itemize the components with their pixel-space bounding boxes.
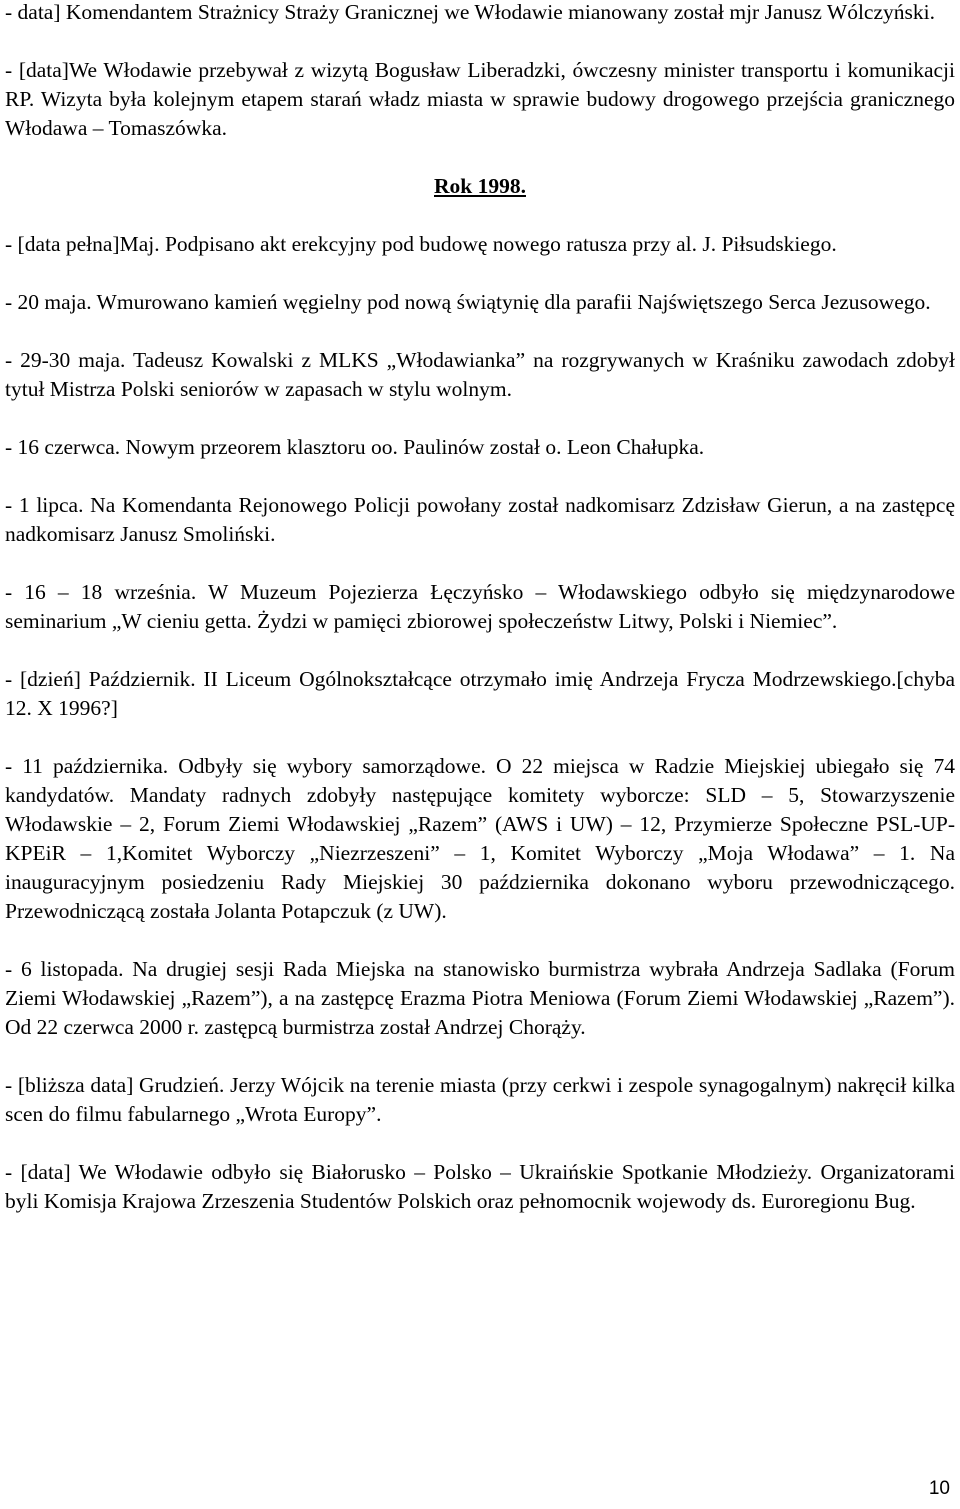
entry-seminar: - 16 – 18 września. W Muzeum Pojezierza Łęczyńsko – Włodawskiego odbyło się międzynarodowe seminarium „W cieniu getta. Żydzi w pamięci zbiorowej społeczeństw Litwy, Polski i Niemiec”. (5, 580, 955, 633)
entry-minister-visit: - [data]We Włodawie przebywał z wizytą Bogusław Liberadzki, ówczesny minister transportu i komunikacji RP. Wizyta była kolejnym etapem starań władz miasta w sprawie budowy drogowego przejścia granicznego Włodawa – Tomaszówka. (5, 58, 955, 140)
document-page (5, 0, 955, 1245)
entry-prior: - 16 czerwca. Nowym przeorem klasztoru oo. Paulinów został o. Leon Chałupka. (5, 435, 705, 459)
entry-border-guard-commander: - data] Komendantem Strażnicy Straży Granicznej we Włodawie mianowany został mjr Janusz Wólczyński. (5, 0, 935, 24)
entry-film: - [bliższa data] Grudzień. Jerzy Wójcik na terenie miasta (przy cerkwi i zespole synagogalnym) nakręcił kilka scen do filmu fabularnego „Wrota Europy”. (5, 1073, 955, 1126)
entry-wrestling: - 29-30 maja. Tadeusz Kowalski z MLKS „Włodawianka” na rozgrywanych w Kraśniku zawodach zdobył tytuł Mistrza Polski seniorów w zapasach w stylu wolnym. (5, 348, 955, 401)
entry-high-school: - [dzień] Październik. II Liceum Ogólnokształcące otrzymało imię Andrzeja Frycza Modrzewskiego.[chyba 12. X 1996?] (5, 667, 955, 720)
entry-elections: - 11 października. Odbyły się wybory samorządowe. O 22 miejsca w Radzie Miejskiej ubiegało się 74 kandydatów. Mandaty radnych zdobyły następujące komitety wyborcze: SLD – 5, Stowarzyszenie Włodawskie – 2, Forum Ziemi Włodawskiej „Razem” (AWS i UW) – 12, Przymierze Społeczne PSL-UP-KPEiR – 1,Komitet Wyborczy „Niezrzeszeni” – 1, Komitet Wyborczy „Moja Włodawa” – 1. Na inauguracyjnym posiedzeniu Rady Miejskiej 30 października dokonano wyboru przewodniczącego. Przewodniczącą została Jolanta Potapczuk (z UW). (5, 754, 955, 923)
page-number: 10 (928, 1478, 950, 1499)
entry-mayor: - 6 listopada. Na drugiej sesji Rada Miejska na stanowisko burmistrza wybrała Andrzeja Sadlaka (Forum Ziemi Włodawskiej „Razem”), a na zastępcę Erazma Piotra Meniowa (Forum Ziemi Włodawskiej „Razem”). Od 22 czerwca 2000 r. zastępcą burmistrza został Andrzej Chorąży. (5, 957, 955, 1039)
year-heading: Rok 1998. (434, 174, 526, 198)
entry-police-commander: - 1 lipca. Na Komendanta Rejonowego Policji powołany został nadkomisarz Zdzisław Gierun, a na zastępcę nadkomisarz Janusz Smoliński. (5, 493, 955, 546)
entry-youth-meeting: - [data] We Włodawie odbyło się Białorusko – Polsko – Ukraińskie Spotkanie Młodzieży. Organizatorami byli Komisja Krajowa Zrzeszenia Studentów Polskich oraz pełnomocnik wojewody ds. Euroregionu Bug. (5, 1160, 955, 1213)
entry-town-hall: - [data pełna]Maj. Podpisano akt erekcyjny pod budowę nowego ratusza przy al. J. Piłsudskiego. (5, 232, 837, 256)
entry-cornerstone: - 20 maja. Wmurowano kamień węgielny pod nową świątynię dla parafii Najświętszego Serca Jezusowego. (5, 290, 931, 314)
